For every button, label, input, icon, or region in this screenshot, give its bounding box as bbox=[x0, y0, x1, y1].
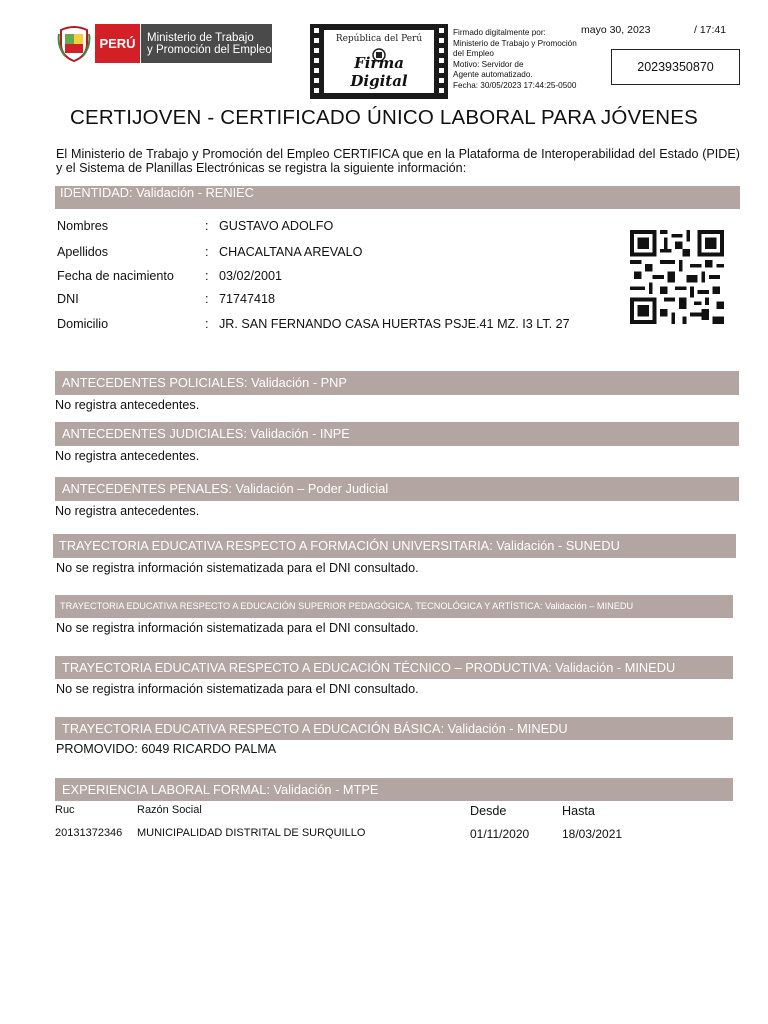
signature-line: del Empleo bbox=[453, 49, 494, 59]
section-title: ANTECEDENTES POLICIALES: Validación - PNP bbox=[62, 375, 347, 390]
table-header-ruc: Ruc bbox=[55, 804, 75, 816]
section-text-tecnico-productiva: No se registra información sistematizada para el DNI consultado. bbox=[56, 682, 419, 696]
digital-signature-info bbox=[453, 28, 598, 92]
peru-logo-text: PERÚ bbox=[99, 36, 136, 51]
section-title: ANTECEDENTES JUDICIALES: Validación - INPE bbox=[62, 426, 350, 441]
ministry-logo bbox=[141, 24, 272, 63]
ministry-logo-line1: Ministerio de Trabajo bbox=[147, 32, 254, 44]
field-value-nombres: GUSTAVO ADOLFO bbox=[219, 219, 334, 233]
section-header-identidad bbox=[55, 186, 740, 209]
signature-line: Firmado digitalmente por: bbox=[453, 28, 546, 37]
section-title: TRAYECTORIA EDUCATIVA RESPECTO A EDUCACIÓN TÉCNICO – PRODUCTIVA: Validación - MINEDU bbox=[62, 660, 676, 675]
firma-digital-stamp bbox=[310, 24, 448, 99]
section-header-superior-pedagogica bbox=[55, 595, 733, 618]
peru-logo bbox=[95, 24, 140, 63]
table-header-razon-social: Razón Social bbox=[137, 804, 202, 816]
field-value-fecha-nacimiento: 03/02/2001 bbox=[219, 269, 283, 283]
field-label-fecha-nacimiento: Fecha de nacimiento bbox=[57, 269, 174, 283]
ministry-logo-line2: y Promoción del Empleo bbox=[147, 44, 272, 56]
page-title: CERTIJOVEN - CERTIFICADO ÚNICO LABORAL PARA JÓVENES bbox=[70, 106, 698, 129]
signature-line: Motivo: Servidor de bbox=[453, 59, 524, 69]
section-title: ANTECEDENTES PENALES: Validación – Poder Judicial bbox=[62, 481, 389, 496]
section-text-superior-pedagogica: No se registra información sistematizada para el DNI consultado. bbox=[56, 621, 419, 635]
certificate-code bbox=[611, 49, 740, 85]
table-cell-razon-social: MUNICIPALIDAD DISTRITAL DE SURQUILLO bbox=[137, 827, 366, 839]
signature-line: Ministerio de Trabajo y Promoción bbox=[453, 38, 577, 48]
section-header-policiales bbox=[55, 371, 739, 395]
section-header-penales bbox=[55, 477, 739, 501]
signature-line: Agente automatizado. bbox=[453, 70, 533, 80]
signature-line: Fecha: 30/05/2023 17:44:25-0500 bbox=[453, 80, 577, 90]
field-value-dni: 71747418 bbox=[219, 292, 276, 306]
section-title: TRAYECTORIA EDUCATIVA RESPECTO A FORMACIÓN UNIVERSITARIA: Validación - SUNEDU bbox=[59, 538, 620, 553]
field-separator: : bbox=[205, 219, 209, 233]
section-text-universitaria: No se registra información sistematizada para el DNI consultado. bbox=[56, 561, 419, 575]
field-label-dni: DNI bbox=[57, 292, 79, 306]
section-header-educacion-basica bbox=[55, 717, 733, 740]
field-value-apellidos: CHACALTANA AREVALO bbox=[219, 245, 363, 259]
section-text-judiciales: No registra antecedentes. bbox=[55, 449, 200, 463]
intro-paragraph: El Ministerio de Trabajo y Promoción del Empleo CERTIFICA que en la Plataforma de Interoperabilidad del Estado (PIDE) y el Sistema de Planillas Electrónicas se registra la siguiente información: bbox=[56, 147, 740, 175]
section-header-judiciales bbox=[55, 422, 739, 446]
field-label-apellidos: Apellidos bbox=[57, 245, 109, 259]
field-separator: : bbox=[205, 269, 209, 283]
section-title: IDENTIDAD: Validación - RENIEC bbox=[60, 185, 254, 200]
table-header-hasta: Hasta bbox=[562, 804, 595, 818]
section-text-policiales: No registra antecedentes. bbox=[55, 398, 200, 412]
section-title: EXPERIENCIA LABORAL FORMAL: Validación - MTPE bbox=[62, 782, 379, 797]
table-cell-desde: 01/11/2020 bbox=[470, 827, 530, 841]
section-title: TRAYECTORIA EDUCATIVA RESPECTO A EDUCACIÓN SUPERIOR PEDAGÓGICA, TECNOLÓGICA Y ARTÍSTICA: Validación – MINEDU bbox=[60, 601, 634, 611]
issue-date: mayo 30, 2023 bbox=[581, 24, 651, 36]
table-cell-ruc: 20131372346 bbox=[55, 827, 123, 839]
field-separator: : bbox=[205, 317, 209, 331]
field-label-domicilio: Domicilio bbox=[57, 317, 109, 331]
section-title: TRAYECTORIA EDUCATIVA RESPECTO A EDUCACIÓN BÁSICA: Validación - MINEDU bbox=[62, 721, 568, 736]
section-text-penales: No registra antecedentes. bbox=[55, 504, 200, 518]
section-header-experiencia-laboral bbox=[55, 778, 733, 801]
section-text-educacion-basica: PROMOVIDO: 6049 RICARDO PALMA bbox=[56, 742, 277, 756]
table-header-desde: Desde bbox=[470, 804, 507, 818]
section-header-universitaria bbox=[53, 534, 736, 558]
qr-code-icon bbox=[628, 230, 726, 324]
certificate-code-value: 20239350870 bbox=[637, 60, 714, 74]
issue-time: / 17:41 bbox=[694, 24, 727, 36]
field-label-nombres: Nombres bbox=[57, 219, 109, 233]
stamp-label: Firma Digital bbox=[350, 54, 408, 90]
stamp-country: República del Perú bbox=[335, 34, 423, 44]
field-value-domicilio: JR. SAN FERNANDO CASA HUERTAS PSJE.41 MZ. I3 LT. 27 bbox=[219, 317, 570, 331]
peru-coat-of-arms-icon bbox=[57, 24, 91, 62]
section-header-tecnico-productiva bbox=[55, 656, 733, 679]
table-cell-hasta: 18/03/2021 bbox=[562, 827, 623, 841]
field-separator: : bbox=[205, 292, 209, 306]
field-separator: : bbox=[205, 245, 209, 259]
